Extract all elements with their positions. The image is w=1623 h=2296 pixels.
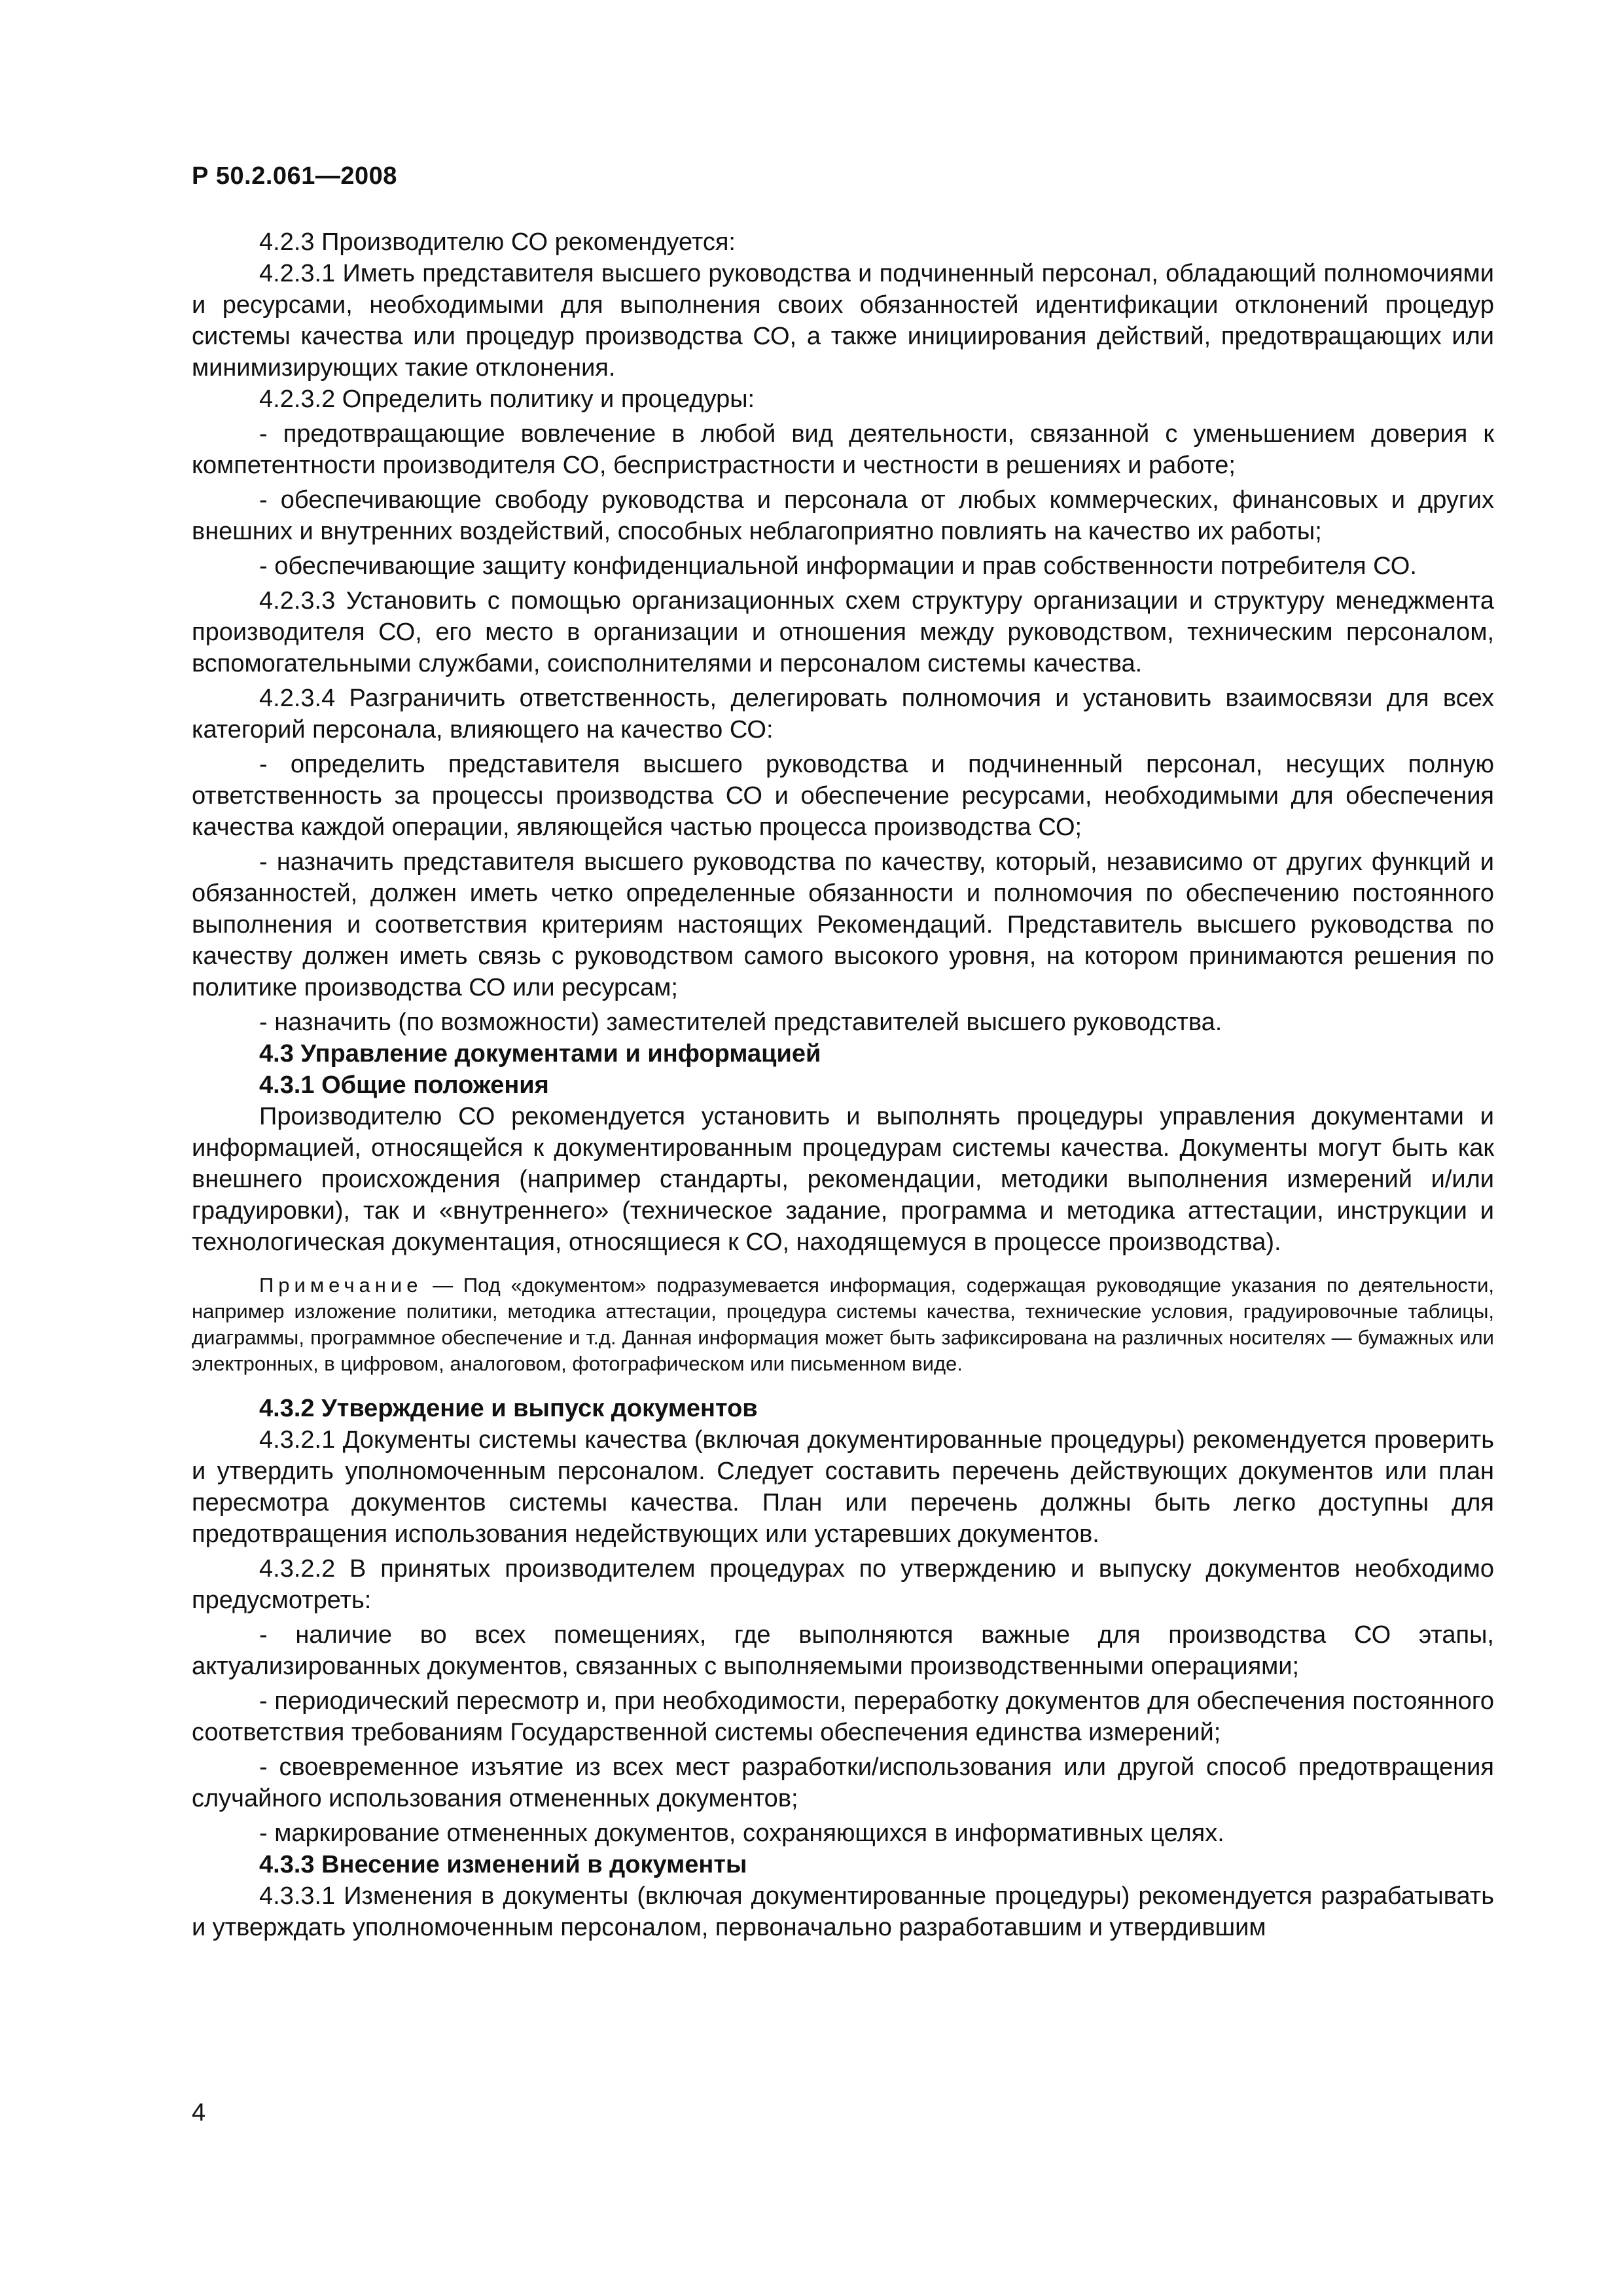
note-paragraph: [192, 1272, 1494, 1377]
document-code: Р 50.2.061—2008: [192, 162, 397, 190]
paragraph-4-3-1: Производителю СО рекомендуется установить и выполнять процедуры управления документами и информацией, относящейся к документированным процедурам системы качества. Документы могут быть как внешнего происхождения (например стандарты, рекомендации, методики выполнения измерений и/или градуировки), так и «внутреннего» (техническое задание, программа и методика аттестации, инструкции и технологическая документация, относящиеся к СО, находящемуся в процессе производства).: [192, 1103, 1494, 1256]
list-item: - определить представителя высшего руководства и подчиненный персонал, несущих полную ответственность за процессы производства СО и обеспечение ресурсами, необходимыми для обеспечения качества каждой операции, являющейся частью процесса производства СО;: [192, 751, 1494, 841]
list-item: - своевременное изъятие из всех мест разработки/использования или другой способ предотвращения случайного использования отмененных документов;: [192, 1753, 1494, 1812]
list-item: - периодический пересмотр и, при необходимости, переработку документов для обеспечения постоянного соответствия требованиям Государственной системы обеспечения единства измерений;: [192, 1687, 1494, 1746]
paragraph-4-2-3-3: 4.2.3.3 Установить с помощью организационных схем структуру организации и структуру менеджмента производителя СО, его место в организации и отношения между руководством, техническим персоналом, вспомогательными службами, соисполнителями и персоналом системы качества.: [192, 587, 1494, 677]
list-item: - назначить представителя высшего руководства по качеству, который, независимо от других функций и обязанностей, должен иметь четко определенные обязанности и полномочия по обеспечению постоянного выполнения и соответствия критериям настоящих Рекомендаций. Представитель высшего руководства по качеству должен иметь связь с руководством самого высокого уровня, на котором принимаются решения по политике производства СО или ресурсам;: [192, 848, 1494, 1001]
paragraph-4-3-2-2: 4.3.2.2 В принятых производителем процедурах по утверждению и выпуску документов необходимо предусмотреть:: [192, 1555, 1494, 1614]
section-heading-4-3-2: 4.3.2 Утверждение и выпуск документов: [259, 1395, 758, 1422]
paragraph-4-2-3-2: 4.2.3.2 Определить политику и процедуры:: [259, 386, 755, 413]
paragraph-4-3-3-1: 4.3.3.1 Изменения в документы (включая документированные процедуры) рекомендуется разрабатывать и утверждать уполномоченным персоналом, первоначально разработавшим и утвердившим: [192, 1882, 1494, 1941]
list-item: - обеспечивающие свободу руководства и персонала от любых коммерческих, финансовых и других внешних и внутренних воздействий, способных неблагоприятно повлиять на качество их работы;: [192, 486, 1494, 545]
paragraph-4-2-3-1: 4.2.3.1 Иметь представителя высшего руководства и подчиненный персонал, обладающий полномочиями и ресурсами, необходимыми для выполнения своих обязанностей идентификации отклонений процедур системы качества или процедур производства СО, а также инициирования действий, предотвращающих или минимизирующих такие отклонения.: [192, 260, 1494, 382]
list-item: - назначить (по возможности) заместителей представителей высшего руководства.: [259, 1009, 1222, 1036]
list-item: - наличие во всех помещениях, где выполняются важные для производства СО этапы, актуализированных документов, связанных с выполняемыми производственными операциями;: [192, 1621, 1494, 1680]
list-item: - маркирование отмененных документов, сохраняющихся в информативных целях.: [259, 1820, 1224, 1847]
section-heading-4-3-1: 4.3.1 Общие положения: [259, 1071, 549, 1099]
paragraph-4-3-2-1: 4.3.2.1 Документы системы качества (включая документированные процедуры) рекомендуется проверить и утвердить уполномоченным персоналом. Следует составить перечень действующих документов или план пересмотра документов системы качества. План или перечень должны быть легко доступны для предотвращения использования недействующих или устаревших документов.: [192, 1426, 1494, 1548]
note-label: Примечание: [259, 1274, 423, 1297]
page-body: [192, 226, 1494, 1943]
section-heading-4-3-3: 4.3.3 Внесение изменений в документы: [259, 1851, 747, 1878]
page-number: 4: [192, 2099, 206, 2126]
paragraph-4-2-3-4: 4.2.3.4 Разграничить ответственность, делегировать полномочия и установить взаимосвязи для всех категорий персонала, влияющего на качество СО:: [192, 685, 1494, 744]
note-text: — Под «документом» подразумевается информация, содержащая руководящие указания по деятельности, например изложение политики, методика аттестации, процедура системы качества, технические условия, градуировочные таблицы, диаграммы, программное обеспечение и т.д. Данная информация может быть зафиксирована на различных носителях — бумажных или электронных, в цифровом, аналоговом, фотографическом или письменном виде.: [192, 1274, 1494, 1375]
list-item: - обеспечивающие защиту конфиденциальной информации и прав собственности потребителя СО.: [259, 552, 1417, 580]
paragraph-4-2-3: 4.2.3 Производителю СО рекомендуется:: [259, 228, 736, 256]
list-item: - предотвращающие вовлечение в любой вид деятельности, связанной с уменьшением доверия к компетентности производителя СО, беспристрастности и честности в решениях и работе;: [192, 420, 1494, 479]
section-heading-4-3: 4.3 Управление документами и информацией: [259, 1040, 821, 1067]
